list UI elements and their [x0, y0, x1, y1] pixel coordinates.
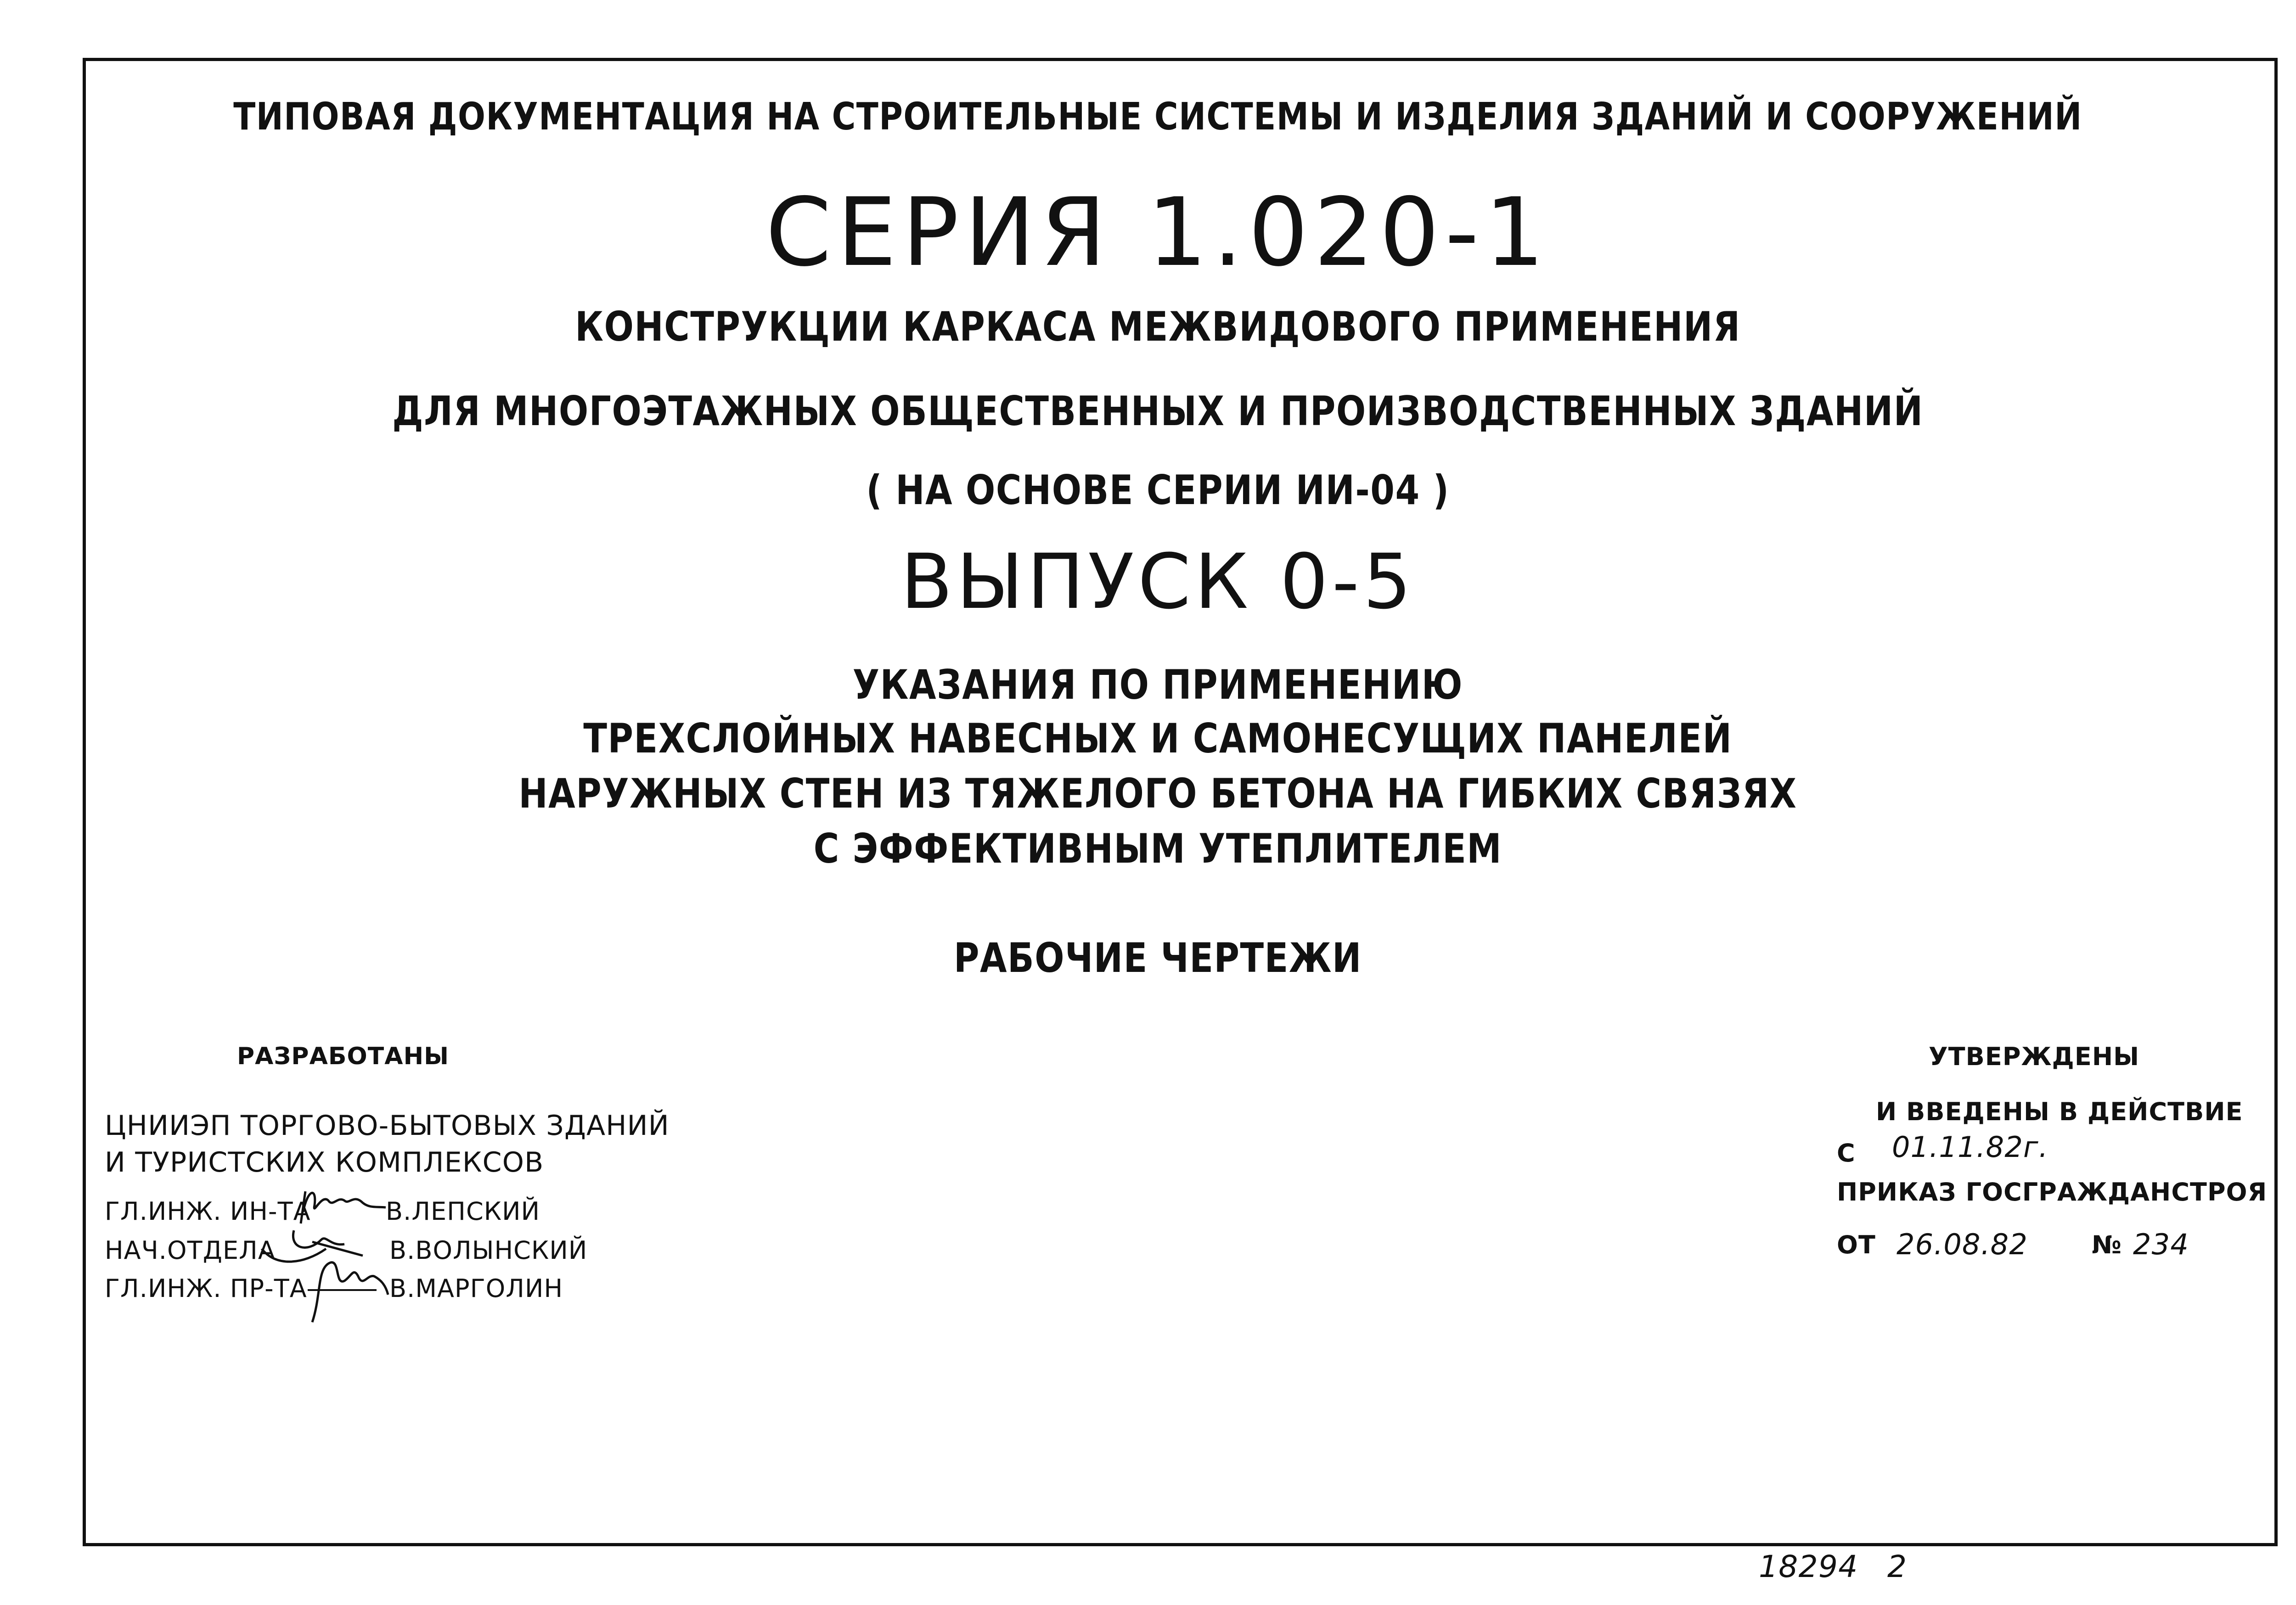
person-role-1: ГЛ.ИНЖ. ИН-ТА [105, 1197, 311, 1226]
approved-from-date: 26.08.82 [1896, 1228, 2028, 1261]
drawings-label: РАБОЧИЕ ЧЕРТЕЖИ [953, 934, 1362, 982]
person-name-3: В.МАРГОЛИН [389, 1274, 563, 1303]
description-line-1: УКАЗАНИЯ ПО ПРИМЕНЕНИЮ [852, 661, 1463, 708]
approved-label: УТВЕРЖДЕНЫ [1929, 1042, 2140, 1071]
developer-org-line-1: ЦНИИЭП ТОРГОВО-БЫТОВЫХ ЗДАНИЙ [105, 1110, 670, 1142]
approved-date-value: 01.11.82г. [1892, 1130, 2048, 1164]
person-name-1: В.ЛЕПСКИЙ [386, 1197, 540, 1226]
approved-date-prefix: С [1837, 1139, 1856, 1167]
issue-title: ВЫПУСК 0-5 [900, 538, 1415, 626]
person-name-2: В.ВОЛЫНСКИЙ [389, 1236, 588, 1265]
subtitle-line-1: КОНСТРУКЦИИ КАРКАСА МЕЖВИДОВОГО ПРИМЕНЕНИЯ [575, 303, 1741, 350]
description-line-2: ТРЕХСЛОЙНЫХ НАВЕСНЫХ И САМОНЕСУЩИХ ПАНЕЛЕЙ [583, 715, 1733, 762]
approved-line-1: И ВВЕДЕНЫ В ДЕЙСТВИЕ [1876, 1097, 2243, 1126]
approved-number-value: 234 [2133, 1228, 2189, 1261]
description-line-3: НАРУЖНЫХ СТЕН ИЗ ТЯЖЕЛОГО БЕТОНА НА ГИБКИХ СВЯЗЯХ [518, 770, 1797, 817]
subtitle-line-3: ( НА ОСНОВЕ СЕРИИ ИИ-04 ) [866, 466, 1450, 514]
approved-number-label: № [2092, 1230, 2122, 1259]
approved-from-label: ОТ [1837, 1230, 1876, 1259]
signature-margolin [294, 1249, 395, 1327]
person-role-2: НАЧ.ОТДЕЛА [105, 1236, 276, 1265]
subtitle-line-2: ДЛЯ МНОГОЭТАЖНЫХ ОБЩЕСТВЕННЫХ И ПРОИЗВОДСТВЕННЫХ ЗДАНИЙ [392, 387, 1924, 435]
developed-label: РАЗРАБОТАНЫ [237, 1043, 450, 1070]
approved-order-line: ПРИКАЗ ГОСГРАЖДАНСТРОЯ [1837, 1178, 2268, 1207]
person-role-3: ГЛ.ИНЖ. ПР-ТА [105, 1274, 307, 1303]
inventory-number: 18294 [1759, 1549, 1858, 1584]
developer-org-line-2: И ТУРИСТСКИХ КОМПЛЕКСОВ [105, 1146, 544, 1178]
sheet-number: 2 [1887, 1549, 1908, 1584]
description-line-4: С ЭФФЕКТИВНЫМ УТЕПЛИТЕЛЕМ [813, 825, 1503, 872]
series-title: СЕРИЯ 1.020-1 [765, 178, 1550, 287]
document-header: ТИПОВАЯ ДОКУМЕНТАЦИЯ НА СТРОИТЕЛЬНЫЕ СИСТЕМЫ И ИЗДЕЛИЯ ЗДАНИЙ И СООРУЖЕНИЙ [233, 95, 2082, 139]
